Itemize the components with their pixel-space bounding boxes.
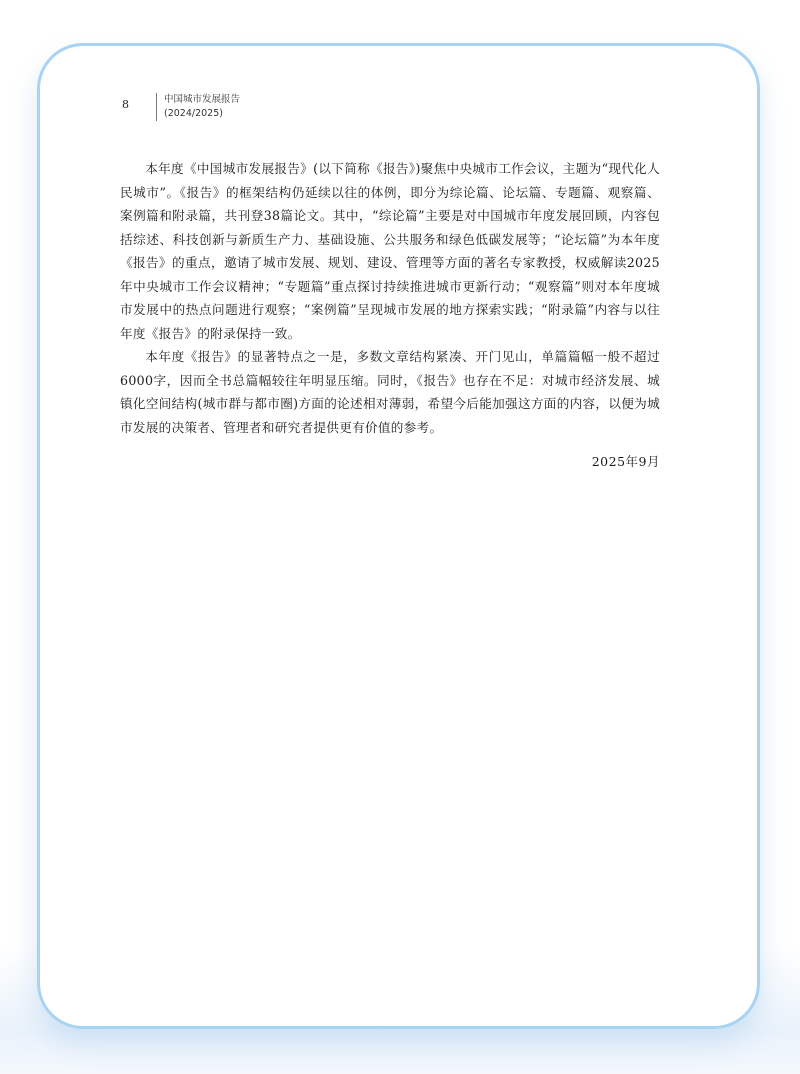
book-title: 中国城市发展报告 bbox=[164, 94, 241, 105]
body-text bbox=[120, 157, 660, 439]
book-edition: (2024/2025) bbox=[164, 108, 223, 119]
paragraph-1: 本年度《中国城市发展报告》(以下简称《报告》)聚焦中央城市工作会议，主题为“现代化人民城市”。《报告》的框架结构仍延续以往的体例，即分为综论篇、论坛篇、专题篇、观察篇、案例篇和附录篇，共刊登38篇论文。其中，“综论篇”主要是对中国城市年度发展回顾，内容包括综述、科技创新与新质生产力、基础设施、公共服务和绿色低碳发展等；“论坛篇”为本年度《报告》的重点，邀请了城市发展、规划、建设、管理等方面的著名专家教授，权威解读2025年中央城市工作会议精神；“专题篇”重点探讨持续推进城市更新行动；“观察篇”则对本年度城市发展中的热点问题进行观察；“案例篇”呈现城市发展的地方探索实践；“附录篇”内容与以往年度《报告》的附录保持一致。 bbox=[120, 161, 660, 341]
page-number: 8 bbox=[122, 98, 129, 111]
header-divider bbox=[156, 93, 157, 121]
paragraph-2: 本年度《报告》的显著特点之一是，多数文章结构紧凑、开门见山，单篇篇幅一般不超过6000字，因而全书总篇幅较往年明显压缩。同时，《报告》也存在不足：对城市经济发展、城镇化空间结构(城市群与都市圈)方面的论述相对薄弱，希望今后能加强这方面的内容，以便为城市发展的决策者、管理者和研究者提供更有价值的参考。 bbox=[120, 349, 660, 435]
preface-date: 2025年9月 bbox=[591, 454, 660, 469]
